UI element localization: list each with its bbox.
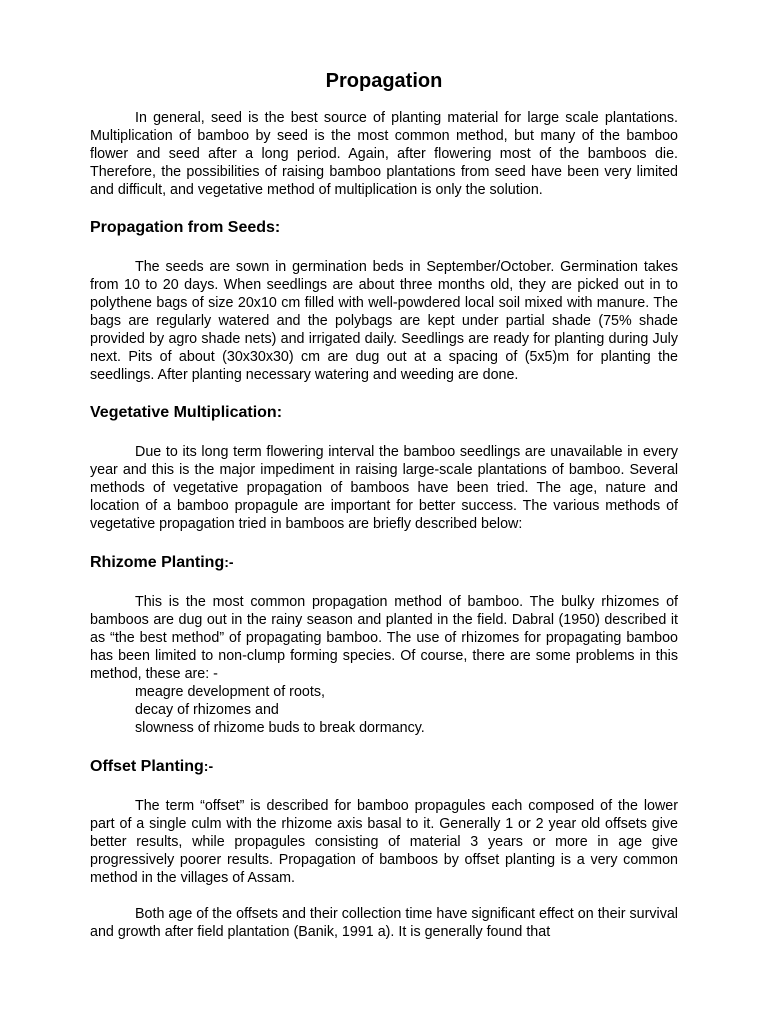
intro-paragraph: In general, seed is the best source of planting material for large scale plantations. Multiplication of bamboo by seed is the most common method, but many of the bamboo flower and seed after a long period. Again, after flowering most of the bamboos die. Therefore, the possibilities of raising bamboo plantations from seed have been very limited and difficult, and vegetative method of multiplication is only the solution. [90,110,678,198]
rhizome-heading-suffix: :- [224,554,234,570]
offset-heading-suffix: :- [203,758,214,774]
list-item: slowness of rhizome buds to break dormancy. [135,720,425,736]
list-item: meagre development of roots, [135,684,325,700]
page-title: Propagation [325,70,443,92]
heading-propagation-from-seeds: Propagation from Seeds: [90,219,281,236]
heading-vegetative-multiplication: Vegetative Multiplication: [90,404,283,421]
offset-paragraph-2: Both age of the offsets and their collection time have significant effect on their survival and growth after field plantation (Banik, 1991 a). It is generally found that [90,906,678,940]
vegetative-paragraph: Due to its long term flowering interval the bamboo seedlings are unavailable in every year and this is the major impediment in raising large-scale plantations of bamboo. Several methods of vegetative propagation of bamboos have been tried. The age, nature and location of a bamboo propagule are important for better success. The various methods of vegetative propagation tried in bamboos are briefly described below: [90,444,678,532]
list-item: decay of rhizomes and [135,702,279,718]
seeds-paragraph: The seeds are sown in germination beds in September/October. Germination takes from 10 to 20 days. When seedlings are about three months old, they are picked out in to polythene bags of size 20x10 cm filled with well-powdered local soil mixed with manure. The bags are regularly watered and the polybags are kept under partial shade (75% shade provided by agro shade nets) and irrigated daily. Seedlings are ready for planting during July next. Pits of about (30x30x30) cm are dug out at a spacing of (5x5)m for planting the seedlings. After planting necessary watering and weeding are done. [90,259,678,383]
offset-paragraph-1: The term “offset” is described for bamboo propagules each composed of the lower part of a single culm with the rhizome axis basal to it. Generally 1 or 2 year old offsets give better results, while propagules consisting of material 3 years or more in age give progressively poorer results. Propagation of bamboos by offset planting is a very common method in the villages of Assam. [90,798,678,886]
heading-rhizome-planting [90,551,678,574]
rhizome-problems-list [90,683,678,737]
rhizome-paragraph: This is the most common propagation method of bamboo. The bulky rhizomes of bamboos are dug out in the rainy season and planted in the field. Dabral (1950) described it as “the best method” of propagating bamboo. The use of rhizomes for propagating bamboo has been limited to non-clump forming species. Of course, there are some problems in this method, these are: - [90,594,678,682]
offset-heading-text: Offset Planting [90,758,204,775]
rhizome-heading-text: Rhizome Planting [90,554,225,571]
heading-offset-planting [90,755,678,778]
